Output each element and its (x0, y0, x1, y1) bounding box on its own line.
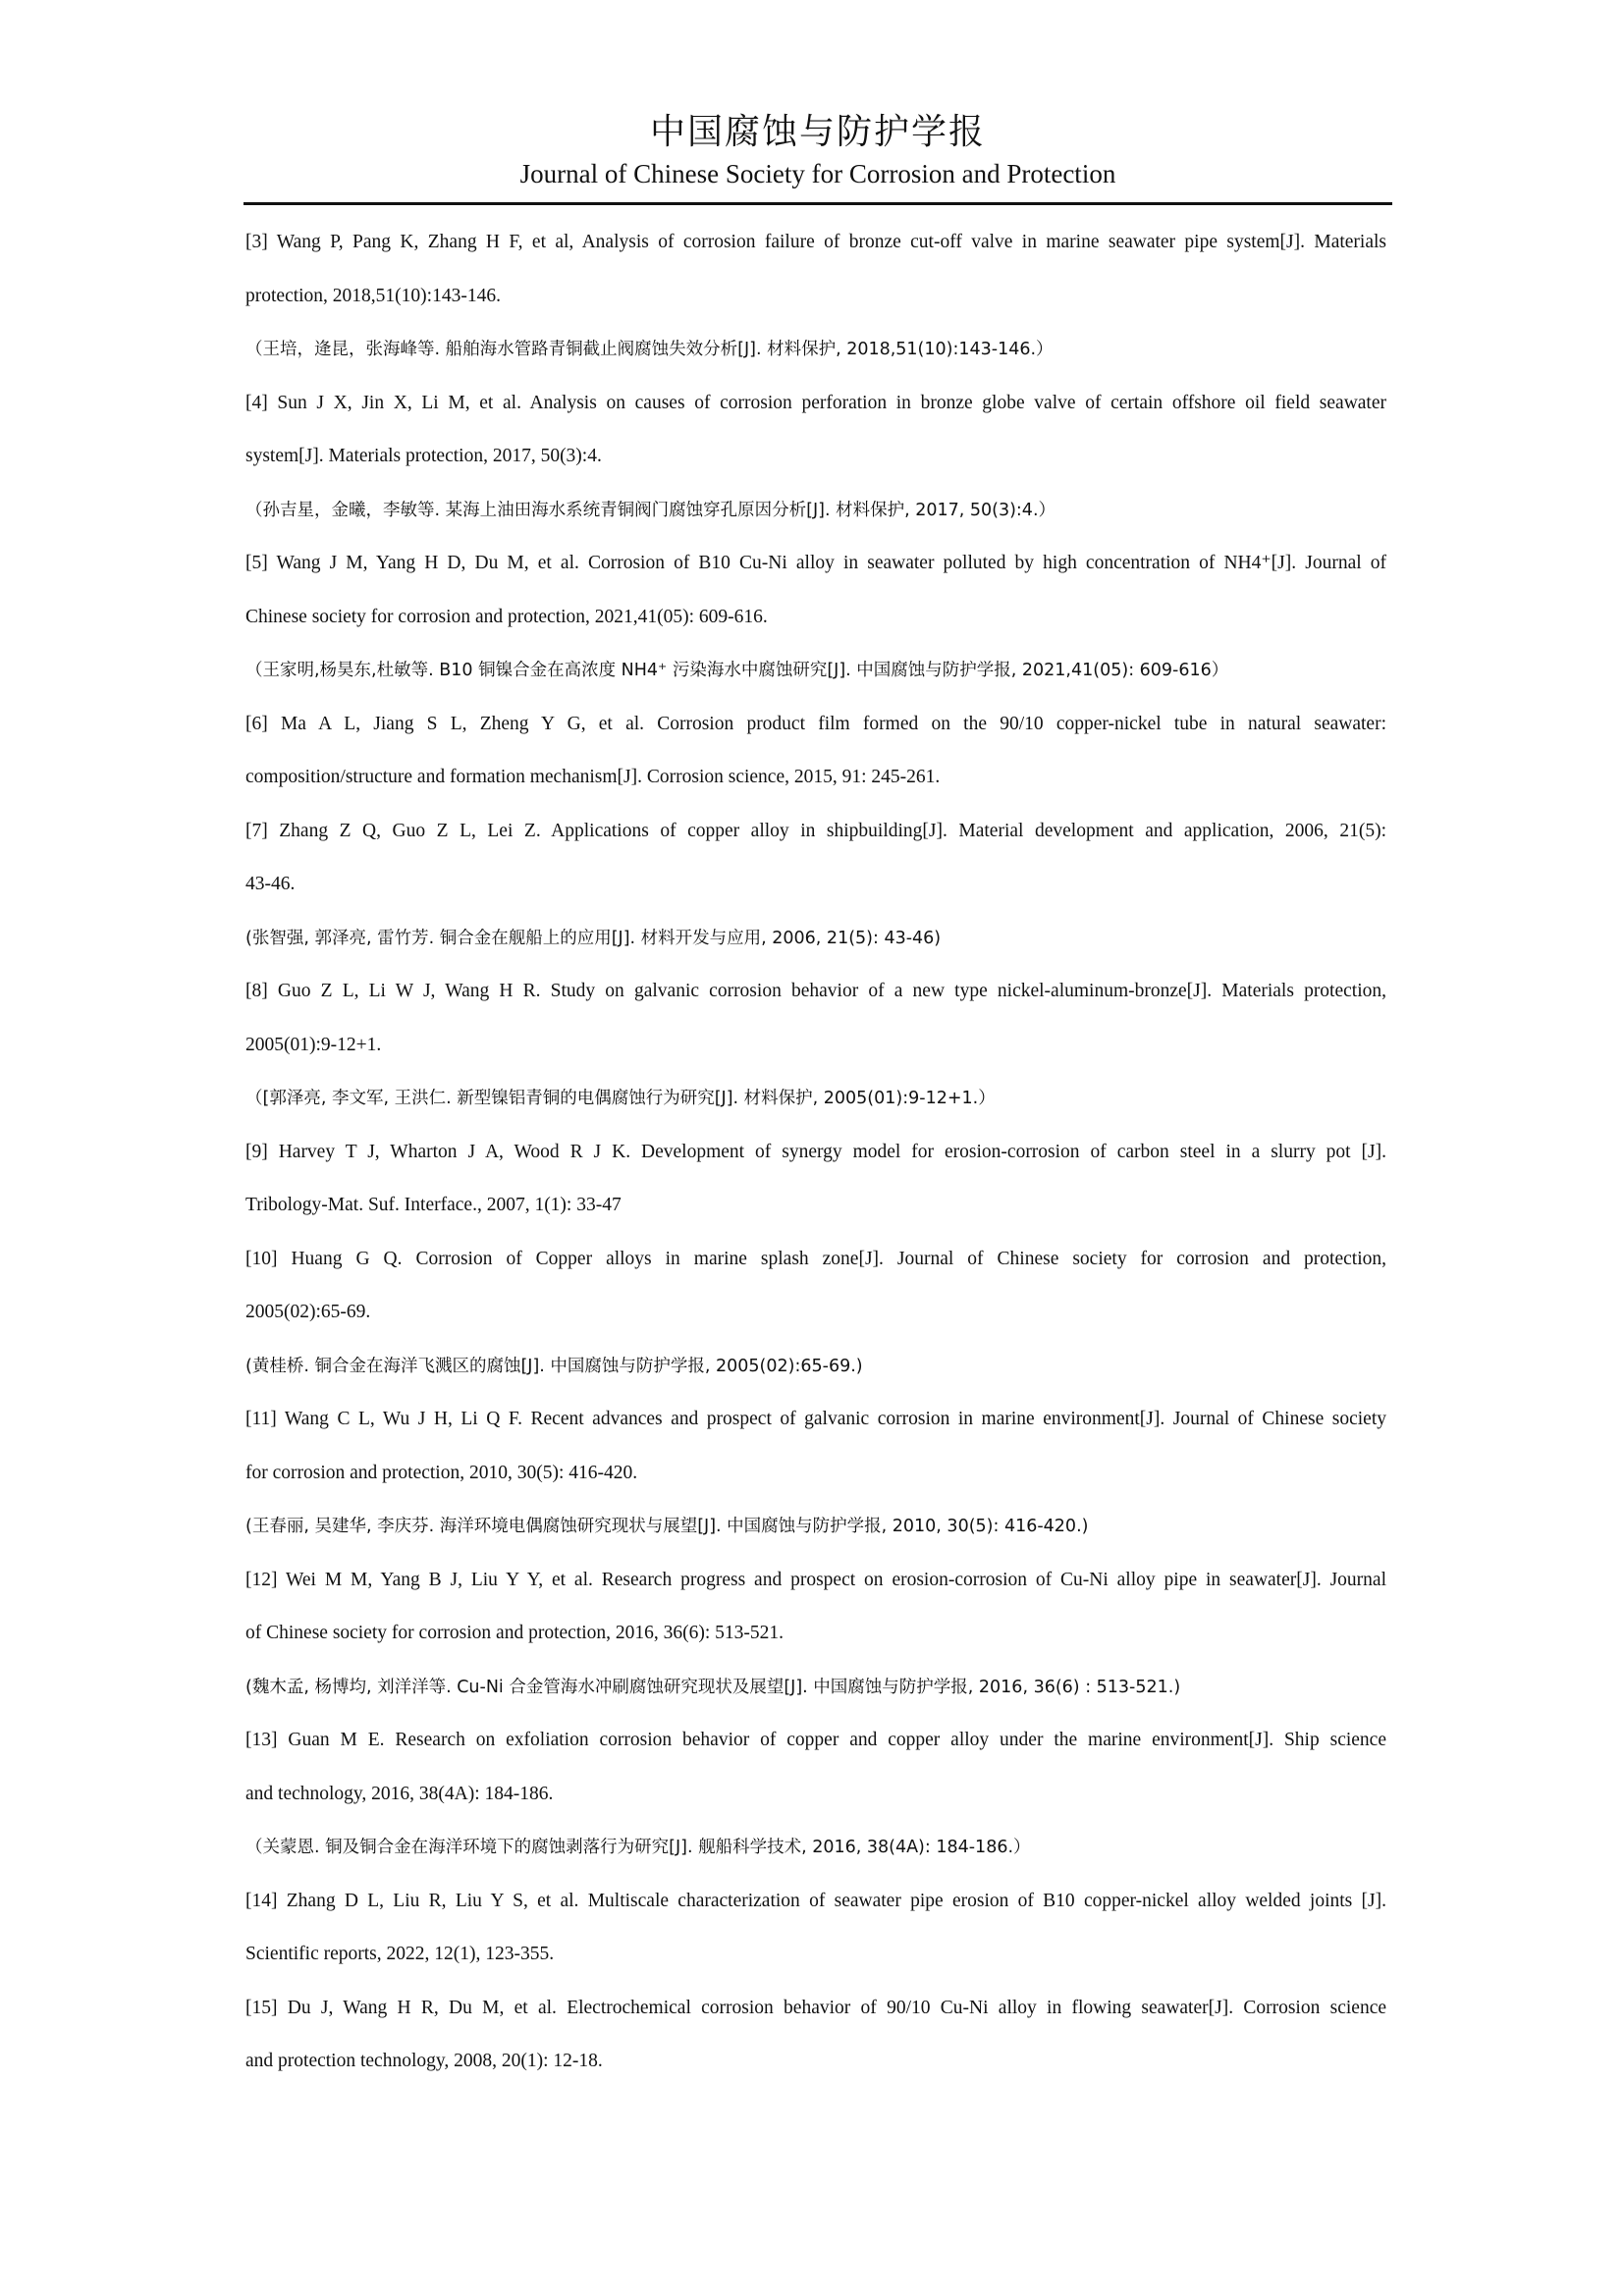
reference-line: composition/structure and formation mechanism[J]. Corrosion science, 2015, 91: 245-261. (245, 767, 941, 787)
reference-line: for corrosion and protection, 2010, 30(5): 416-420. (245, 1462, 638, 1483)
reference-line-chinese: （关蒙恩. 铜及铜合金在海洋环境下的腐蚀剥落行为研究[J]. 舰船科学技术, 2016, 38(4A): 184-186.） (245, 1838, 1031, 1857)
reference-line: [9] Harvey T J, Wharton J A, Wood R J K. Development of synergy model for erosion-corrosion of carbon steel in a slurry pot [J]. (245, 1141, 1386, 1162)
reference-line: Tribology-Mat. Suf. Interface., 2007, 1(1): 33-47 (245, 1195, 622, 1215)
reference-line: [10] Huang G Q. Corrosion of Copper alloys in marine splash zone[J]. Journal of Chinese society for corrosion and protection, (245, 1248, 1386, 1269)
reference-line: protection, 2018,51(10):143-146. (245, 285, 501, 306)
reference-line-chinese: （王家明,杨昊东,杜敏等. B10 铜镍合金在高浓度 NH4⁺ 污染海水中腐蚀研究[J]. 中国腐蚀与防护学报, 2021,41(05): 609-616） (245, 661, 1229, 680)
reference-line: 2005(01):9-12+1. (245, 1034, 382, 1055)
reference-line: Scientific reports, 2022, 12(1), 123-355. (245, 1944, 555, 1964)
reference-line: [8] Guo Z L, Li W J, Wang H R. Study on galvanic corrosion behavior of a new type nickel-aluminum-bronze[J]. Materials protection, (245, 981, 1386, 1001)
reference-line: and protection technology, 2008, 20(1): 12-18. (245, 2051, 603, 2071)
reference-line: of Chinese society for corrosion and protection, 2016, 36(6): 513-521. (245, 1623, 785, 1643)
reference-line: [3] Wang P, Pang K, Zhang H F, et al, Analysis of corrosion failure of bronze cut-off valve in marine seawater pipe system[J]. Materials (245, 232, 1386, 252)
journal-header (244, 110, 1392, 190)
reference-line-chinese: (王春丽, 吴建华, 李庆芬. 海洋环境电偶腐蚀研究现状与展望[J]. 中国腐蚀与防护学报, 2010, 30(5): 416-420.) (245, 1517, 1089, 1536)
reference-line-chinese: （孙吉星，金曦，李敏等. 某海上油田海水系统青铜阀门腐蚀穿孔原因分析[J]. 材料保护, 2017, 50(3):4.） (245, 500, 1056, 520)
reference-list (245, 216, 1386, 2089)
reference-line: [12] Wei M M, Yang B J, Liu Y Y, et al. Research progress and prospect on erosion-corrosion of Cu-Ni alloy pipe in seawater[J]. Journal (245, 1569, 1386, 1590)
reference-line: Chinese society for corrosion and protection, 2021,41(05): 609-616. (245, 606, 768, 627)
reference-line-chinese: (黄桂桥. 铜合金在海洋飞溅区的腐蚀[J]. 中国腐蚀与防护学报, 2005(02):65-69.) (245, 1356, 863, 1376)
reference-line: [15] Du J, Wang H R, Du M, et al. Electrochemical corrosion behavior of 90/10 Cu-Ni alloy in flowing seawater[J]. Corrosion science (245, 1997, 1386, 2018)
reference-line: and technology, 2016, 38(4A): 184-186. (245, 1783, 554, 1804)
reference-line-chinese: (张智强, 郭泽亮, 雷竹芳. 铜合金在舰船上的应用[J]. 材料开发与应用, 2006, 21(5): 43-46) (245, 928, 942, 948)
reference-line: [5] Wang J M, Yang H D, Du M, et al. Corrosion of B10 Cu-Ni alloy in seawater polluted by high concentration of NH4⁺[J]. Journal of (245, 553, 1386, 573)
reference-line: 2005(02):65-69. (245, 1302, 371, 1322)
journal-title-english: Journal of Chinese Society for Corrosion and Protection (519, 159, 1116, 188)
reference-line: [14] Zhang D L, Liu R, Liu Y S, et al. Multiscale characterization of seawater pipe erosion of B10 copper-nickel alloy welded joints [J]. (245, 1890, 1386, 1911)
header-rule (244, 202, 1392, 205)
reference-line-chinese: （王培，逄昆，张海峰等. 船舶海水管路青铜截止阀腐蚀失效分析[J]. 材料保护, 2018,51(10):143-146.） (245, 340, 1054, 359)
reference-line: [13] Guan M E. Research on exfoliation corrosion behavior of copper and copper alloy under the marine environment[J]. Ship science (245, 1730, 1386, 1750)
reference-line: 43-46. (245, 874, 296, 894)
reference-line: [4] Sun J X, Jin X, Li M, et al. Analysis on causes of corrosion perforation in bronze globe valve of certain offshore oil field seawater (245, 392, 1386, 413)
journal-title-chinese: 中国腐蚀与防护学报 (649, 112, 986, 152)
reference-line-chinese: (魏木孟, 杨博均, 刘洋洋等. Cu-Ni 合金管海水冲刷腐蚀研究现状及展望[J]. 中国腐蚀与防护学报, 2016, 36(6) : 513-521.) (245, 1677, 1181, 1697)
reference-line-chinese: （[郭泽亮, 李文军, 王洪仁. 新型镍铝青铜的电偶腐蚀行为研究[J]. 材料保护, 2005(01):9-12+1.） (245, 1089, 996, 1108)
reference-line: system[J]. Materials protection, 2017, 50(3):4. (245, 446, 602, 466)
reference-line: [6] Ma A L, Jiang S L, Zheng Y G, et al. Corrosion product film formed on the 90/10 copper-nickel tube in natural seawater: (245, 713, 1386, 734)
reference-line: [11] Wang C L, Wu J H, Li Q F. Recent advances and prospect of galvanic corrosion in marine environment[J]. Journal of Chinese society (245, 1409, 1386, 1429)
reference-line: [7] Zhang Z Q, Guo Z L, Lei Z. Applications of copper alloy in shipbuilding[J]. Material development and application, 2006, 21(5): (245, 820, 1386, 841)
